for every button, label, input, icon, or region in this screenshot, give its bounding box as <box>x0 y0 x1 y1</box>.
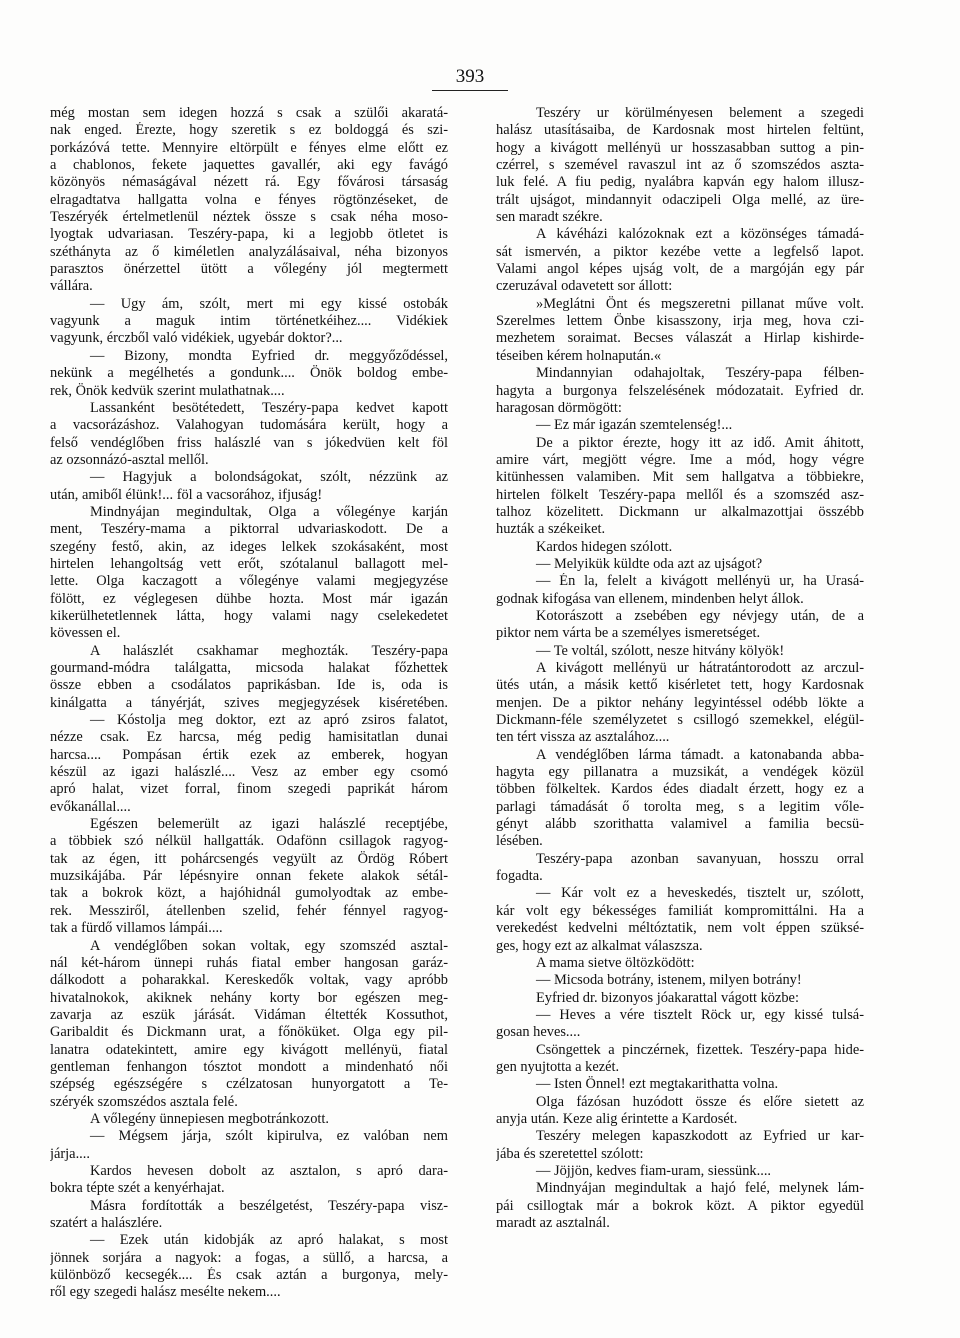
text-line: vagyunk a maguk intim történetkéihez.... Vidékiek <box>50 313 448 330</box>
text-line: — Ezek után kidobják az apró halakat, s most <box>90 1232 448 1249</box>
text-line: parasztos önérzettel ütött a vőlegény jól megtermett <box>50 261 448 278</box>
text-line: Másra fordították a beszélgetést, Teszéry-papa visz- <box>90 1197 448 1214</box>
text-line: menjen. De a piktor nehány legyintéssel odébb lökte a <box>496 694 864 711</box>
text-line: kitünhessen valamiben. Mit sem hallgatva a többiekre, <box>496 469 864 486</box>
text-line: luk felé. A fiu pedig, nyalábra kapván egy halom illusz- <box>496 174 864 191</box>
text-line: gentleman fenhangon tósztot mondott a mindenható női <box>50 1058 448 1075</box>
page-number-rule <box>432 90 508 91</box>
text-line: huzták a székeiket. <box>496 521 606 538</box>
text-line: rek. Messziről, átellenben szelid, fehér fénnyel ragyog- <box>50 902 448 919</box>
text-line: — Jöjjön, kedves fiam-uram, siessünk.... <box>536 1162 772 1179</box>
text-line: muzsikájába. Pár lépésnyire onnan fekete alakok sétál- <box>50 868 448 885</box>
text-line: lanatra odatekintett, amire egy kivágott mellényü, fiatal <box>50 1041 448 1058</box>
text-line: Mindnyájan megindultak a hajó felé, melynek lám- <box>536 1180 864 1197</box>
text-line: — Te voltál, szólott, nesze hitvány kölyök! <box>536 642 785 659</box>
text-line: ütés után, a másik kettő kisérletet tett, hogy Kardosnak <box>496 677 864 694</box>
text-line: hivatalnokok, akiknek nehány korty bor egészen meg- <box>50 989 448 1006</box>
text-line: sát ismervén, a piktor kezébe vette a legfelső lapot. <box>496 243 864 260</box>
text-line: Mindnyájan megindultak, Olga a vőlegénye karján <box>90 503 448 520</box>
text-line: vagyunk, érczből való vidékiek, ugyebár doktor?... <box>50 330 343 347</box>
text-line: — Isten Önnel! ezt megtakarithatta volna. <box>536 1076 779 1093</box>
text-line: lette. Olga kaczagott a vőlegénye valami megjegyzése <box>50 573 448 590</box>
text-line: fölött, ez véglegesen dühbe hozta. Most már igazán <box>50 590 448 607</box>
text-line: nak enged. Érezte, hogy szeretik s ez boldoggá és szi- <box>50 122 448 139</box>
text-line: »Meglátni Önt és megszeretni pillanat műve volt. <box>536 295 864 312</box>
text-line: zavarja az eszük járását. Vidáman éltették Kossuthot, <box>50 1006 448 1023</box>
text-line: szatért a halászlére. <box>50 1215 163 1231</box>
text-line: Lassanként besötétedett, Teszéry-papa kedvet kapott <box>90 399 448 416</box>
text-line: az ozsonnázó-asztal mellől. <box>50 451 209 468</box>
text-line: A vendéglőben sokan voltak, egy szomszéd asztal- <box>90 937 448 954</box>
text-line: Kardos hidegen szólott. <box>536 538 673 555</box>
text-line: bokra tépte szét a kenyérhajat. <box>50 1180 225 1197</box>
text-line: ten tért vissza az asztalához.... <box>496 729 670 746</box>
text-line: Eyfried dr. bizonyos jóakarattal vágott közbe: <box>536 989 799 1006</box>
text-line: vállára. <box>50 278 93 295</box>
text-line: lyogtak udvariasan. Teszéry-papa, ki a legjobb ötletet is <box>50 226 448 243</box>
text-line: Olga fázósan huzódott össze és előre sietett az <box>536 1093 864 1110</box>
text-line: hirtelen fölkelt Teszéry-papa mellől és a szomszéd asz- <box>496 486 864 503</box>
page-number: 393 <box>455 66 485 87</box>
text-line: A kávéházi kalózoknak ezt a közönséges támadá- <box>536 226 864 243</box>
text-line: halász utasításaiba, de Kardosnak most hirtelen feltünt, <box>496 122 864 139</box>
text-line: apró halat, vizet forral, finom szegedi paprikát három <box>50 781 448 798</box>
text-line: szegény festő, akin, az ideges lelkek szokásaként, most <box>50 538 448 555</box>
text-line: czérrel, s szemével ravaszul int az ő szomszédos aszta- <box>496 157 864 174</box>
text-line: gourmand-módra találgatta, micsoda halakat főzhettek <box>50 660 448 676</box>
text-line: A vendéglőben lárma támadt. a katonabanda abba- <box>536 746 864 763</box>
text-line: anyja után. Keze alig érintette a Kardosét. <box>496 1110 738 1127</box>
text-line: kár volt egy békességes familiát kompromittálni. Ha a <box>496 902 864 919</box>
text-line: tak az égen, itt pohárcsengés vegyült az Ördög Róbert <box>50 850 448 867</box>
text-line: kinálgatta a tányérját, szives megjegyzések kiséretében. <box>50 694 448 711</box>
text-line: fogadta. <box>496 868 543 885</box>
text-line: gen nyujtotta a kezét. <box>496 1058 620 1075</box>
text-line: ment, Teszéry-mama a piktorral udvariaskodott. De a <box>50 521 448 538</box>
text-line: nál két-három ünnepi ruhás fiatal ember hangosan garáz- <box>50 954 448 971</box>
text-line: piktor nem várta be a személyes ismeretséget. <box>496 625 761 642</box>
text-line: hogy a kivágott mellényü ur hosszasabban suttog a pin- <box>496 139 864 156</box>
text-line: Teszéry melegen kapaszkodott az Eyfried ur kar- <box>536 1128 864 1145</box>
text-line: szépség egészségére s czélzatosan hunyorgatott a Te- <box>50 1076 448 1093</box>
text-line: mezhetem soraimat. Becses válaszát a Hirlap kishirde- <box>496 330 864 347</box>
text-line: össze ebben a csodálatos paprikásban. Ide is, oda is <box>50 677 448 694</box>
text-line: közönyös némaságával nézett rá. Egy fővárosi társaság <box>50 174 448 191</box>
text-line: — Én la, felelt a kivágott mellényü ur, ha Urasá- <box>536 573 864 590</box>
text-line: — Kóstolja meg doktor, ezt az apró zsiros falatot, <box>90 712 448 729</box>
text-line: ről egy szegedi halász mesélte nekem.... <box>50 1284 281 1301</box>
text-line: gényt alább szorithatta valamivel a familia becsü- <box>496 816 864 833</box>
text-line: — Heves a vére tisztelt Röck ur, egy kissé tulsá- <box>536 1006 864 1023</box>
text-line: jönnek sorjára a nagyok: a fogas, a süllő, a harcsa, a <box>50 1249 448 1266</box>
text-line: Garibaldit és Dickmann urat, a főnöküket. Olga egy pil- <box>50 1024 448 1041</box>
text-line: pái csillogtak már a bokrok közt. A piktor egyedül <box>496 1197 864 1214</box>
text-line: — Bizony, mondta Eyfried dr. meggyőződéssel, <box>90 347 448 364</box>
text-line: a chablonos, fekete jaquettes gavallér, aki egy favágó <box>50 157 448 174</box>
text-line: parlagi támadását ő torolta meg, s a legitim vőle- <box>496 798 864 815</box>
text-line: sen maradt székre. <box>496 209 603 226</box>
text-line: gosan heves.... <box>496 1024 581 1041</box>
text-line: kikerülhetetlennek látta, hogy valami nagy cselekedetet <box>50 607 448 624</box>
text-line: ges, hogy ezt az alkalmat válaszsza. <box>496 937 703 954</box>
text-line: rek, Önök kedvük szerint mulathatnak.... <box>50 382 285 399</box>
text-column-left <box>50 105 448 1302</box>
text-line: A vőlegény ünnepiesen megbotránkozott. <box>90 1110 329 1127</box>
text-line: czeruzával odavetett sor állott: <box>496 278 673 295</box>
text-line: — Mégsem járja, szólt kipirulva, ez valóban nem <box>90 1128 448 1145</box>
text-line: trált ujságot, mindannyit odaczipeli Olga mellé, az üre- <box>496 191 864 208</box>
text-line: — Melyikük küldte oda azt az ujságot? <box>536 555 763 572</box>
text-line: Teszéry ur körülményesen belement a szegedi <box>536 105 864 121</box>
text-line: a többiek szó nélkül hallgatták. Odafönn csillagok ragyog- <box>50 833 448 850</box>
text-line: Kardos hevesen dobolt az asztalon, s apró dara- <box>90 1162 448 1179</box>
text-line: hagyta egy pillanatra a muzsikát, a vendégek közül <box>496 764 864 781</box>
text-line: után, amiből élünk!... föl a vacsorához, ifjuság! <box>50 486 323 503</box>
text-line: hagyta a burgonya felszelésének módozatait. Eyfried dr. <box>496 382 864 399</box>
text-line: készül az igazi halászlé.... Vesz az ember egy csomó <box>50 764 448 781</box>
text-line: jába és szeretettel szólott: <box>496 1145 644 1162</box>
text-line: tak a bokrok közt, a hajóhidnál gumolyodtak az embe- <box>50 885 448 902</box>
text-line: nekünk a megélhetés a gondunk.... Önök boldog embe- <box>50 365 448 382</box>
text-line: Egészen belemerült az igazi halászlé receptjébe, <box>90 816 448 833</box>
text-line: — Micsoda botrány, istenem, milyen botrány! <box>536 972 802 989</box>
text-line: különböző kecsegék.... És csak aztán a burgonya, mely- <box>50 1267 448 1284</box>
text-line: — Ez már igazán szemtelenség!... <box>536 417 733 434</box>
text-line: De a piktor érezte, hogy itt az idő. Amit áhitott, <box>536 434 864 451</box>
text-line: harcsa.... Pompásan értik ezek az emberek, hogyan <box>50 746 448 763</box>
text-line: Mindannyian odahajoltak, Teszéry-papa félben- <box>536 365 864 382</box>
text-line: Teszéryék értelmetlenül néztek össze s csak néha moso- <box>50 209 448 226</box>
text-line: A kivágott mellényü ur hátratántorodott az arczul- <box>536 660 864 676</box>
text-line: nézze csak. Ez harcsa, még pedig hamisitatlan dunai <box>50 729 448 746</box>
text-line: A mama sietve öltözködött: <box>536 954 695 971</box>
text-line: téseiben kérem holnapután.« <box>496 347 662 364</box>
text-line: kövessen el. <box>50 625 121 642</box>
text-line: Dickmann-féle személyzetet s csillogó szemekkel, elégül- <box>496 712 864 729</box>
text-line: a vacsorázáshoz. Valahogyan tudomására került, hogy a <box>50 417 448 434</box>
text-line: Szerelmes lettem Önbe kisasszony, irja meg, hova czi- <box>496 313 864 330</box>
text-line: hirtelen lehangoltság vett erőt, szótalanul ballagott mel- <box>50 555 448 572</box>
text-line: A halászlét csakhamar meghozták. Teszéry-papa <box>90 642 448 659</box>
text-line: Valami angol képes ujság volt, de a margóján egy pár <box>496 261 864 278</box>
text-line: — Kár volt ez a heveskedés, tisztelt ur, szólott, <box>536 885 864 902</box>
text-line: járja.... <box>50 1145 90 1162</box>
text-line: haragosan dörmögött: <box>496 399 622 416</box>
text-line: elragadtatva hallgatta volna e fényes rögtönzéseket, de <box>50 191 448 208</box>
text-line: még mostan sem idegen hozzá s csak a szülői akaratá- <box>50 105 448 121</box>
text-line: tak a fürdő villamos lámpái.... <box>50 920 223 937</box>
text-line: talhoz közelitett. Dickmann ur alkalmazottjai összébb <box>496 503 864 520</box>
text-line: amire várt, megjött végre. Ime a mód, hogy végre <box>496 451 864 468</box>
text-line: széryék szomszédos asztala felé. <box>50 1093 238 1110</box>
text-line: Csöngettek a pinczérnek, fizettek. Teszéry-papa hide- <box>536 1041 864 1058</box>
text-line: — Ugy ám, szólt, mert mi egy kissé ostobák <box>90 295 448 312</box>
text-line: Kotorászott a zsebében egy névjegy után, de a <box>536 607 864 624</box>
text-line: többen fölkeltek. Kardos édes diadalt érzett, hogy ez a <box>496 781 864 798</box>
text-line: porkázóvá tette. Mennyire eltörpült e fényes elme előtt ez <box>50 139 448 156</box>
text-line: maradt az asztalnál. <box>496 1215 610 1231</box>
text-column-right <box>496 105 864 1232</box>
text-line: verekedést kedvelni méltóztatik, nem volt éppen szüksé- <box>496 920 864 937</box>
text-line: godnak kifogása van ellenem, mindenben helyt állok. <box>496 590 804 607</box>
text-line: — Hagyjuk a bolondságokat, szólt, nézzünk az <box>90 469 448 486</box>
text-line: dálkodott a poharakkal. Kereskedők voltak, vagy apróbb <box>50 972 448 989</box>
text-line: felső vendéglőben friss halászlé van s jókedvüen kelt föl <box>50 434 448 451</box>
text-line: lésében. <box>496 833 543 850</box>
text-line: széthányta az ő kiméletlen analyzálásaival, néha bizonyos <box>50 243 448 260</box>
text-line: Teszéry-papa azonban savanyuan, hosszu orral <box>536 850 864 867</box>
text-line: evőkanállal.... <box>50 798 131 815</box>
